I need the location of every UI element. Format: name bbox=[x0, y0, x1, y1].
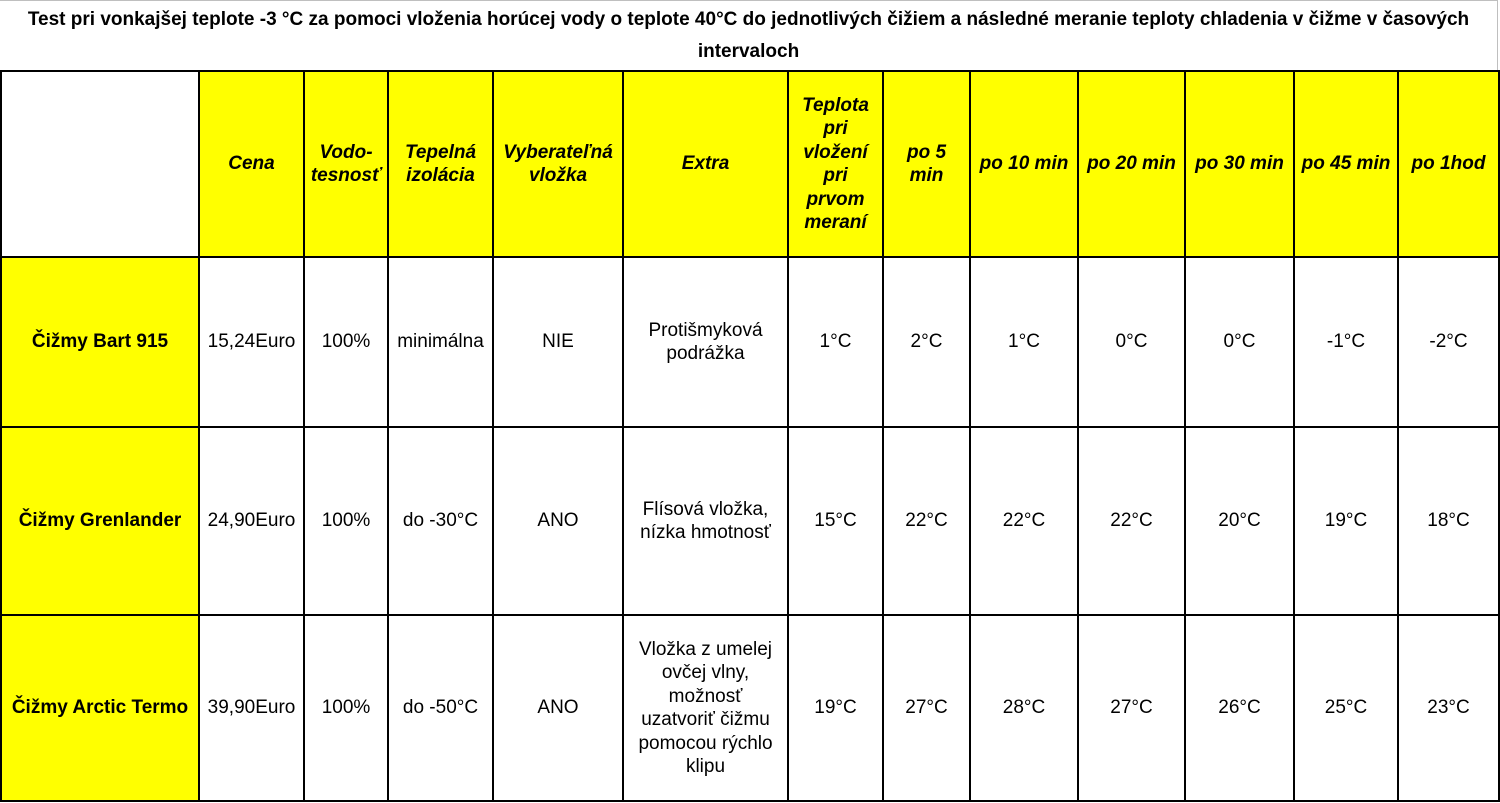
cell-teplota-pri-vlozeni: 1°C bbox=[788, 257, 883, 427]
cell-extra: Vložka z umelej ovčej vlny, možnosť uzatvoriť čižmu pomocou rýchlo klipu bbox=[623, 615, 788, 801]
header-vodotesnost: Vodo- tesnosť bbox=[304, 71, 388, 257]
header-cena: Cena bbox=[199, 71, 304, 257]
row-label: Čižmy Arctic Termo bbox=[1, 615, 199, 801]
boot-test-table bbox=[0, 70, 1500, 802]
header-vyberatelna-vlozka: Vyberateľná vložka bbox=[493, 71, 623, 257]
table-row bbox=[1, 615, 1499, 801]
cell-po-5-min: 27°C bbox=[883, 615, 970, 801]
cell-po-1hod: 23°C bbox=[1398, 615, 1499, 801]
cell-po-10-min: 22°C bbox=[970, 427, 1078, 615]
row-label: Čižmy Bart 915 bbox=[1, 257, 199, 427]
cell-po-10-min: 28°C bbox=[970, 615, 1078, 801]
header-po-10-min: po 10 min bbox=[970, 71, 1078, 257]
cell-tepelna-izolacia: do -30°C bbox=[388, 427, 493, 615]
cell-po-45-min: -1°C bbox=[1294, 257, 1398, 427]
cell-po-30-min: 20°C bbox=[1185, 427, 1294, 615]
cell-teplota-pri-vlozeni: 15°C bbox=[788, 427, 883, 615]
header-corner bbox=[1, 71, 199, 257]
cell-teplota-pri-vlozeni: 19°C bbox=[788, 615, 883, 801]
cell-po-10-min: 1°C bbox=[970, 257, 1078, 427]
table-title: Test pri vonkajšej teplote -3 °C za pomoci vloženia horúcej vody o teplote 40°C do jednotlivých čižiem a následné meranie teploty chladenia v čižme v časových intervaloch bbox=[0, 0, 1498, 70]
cell-po-20-min: 27°C bbox=[1078, 615, 1185, 801]
header-tepelna-izolacia: Tepelná izolácia bbox=[388, 71, 493, 257]
cell-extra: Flísová vložka, nízka hmotnosť bbox=[623, 427, 788, 615]
row-label: Čižmy Grenlander bbox=[1, 427, 199, 615]
cell-po-30-min: 26°C bbox=[1185, 615, 1294, 801]
cell-po-45-min: 19°C bbox=[1294, 427, 1398, 615]
cell-po-20-min: 0°C bbox=[1078, 257, 1185, 427]
header-po-20-min: po 20 min bbox=[1078, 71, 1185, 257]
header-teplota-pri-vlozeni: Teplota pri vložení pri prvom meraní bbox=[788, 71, 883, 257]
header-po-5-min: po 5 min bbox=[883, 71, 970, 257]
header-po-1hod: po 1hod bbox=[1398, 71, 1499, 257]
cell-vodotesnost: 100% bbox=[304, 427, 388, 615]
header-po-45-min: po 45 min bbox=[1294, 71, 1398, 257]
cell-vyberatelna-vlozka: NIE bbox=[493, 257, 623, 427]
cell-extra: Protišmyková podrážka bbox=[623, 257, 788, 427]
cell-tepelna-izolacia: do -50°C bbox=[388, 615, 493, 801]
cell-vodotesnost: 100% bbox=[304, 257, 388, 427]
cell-po-20-min: 22°C bbox=[1078, 427, 1185, 615]
cell-po-1hod: -2°C bbox=[1398, 257, 1499, 427]
cell-po-5-min: 22°C bbox=[883, 427, 970, 615]
cell-po-5-min: 2°C bbox=[883, 257, 970, 427]
cell-po-45-min: 25°C bbox=[1294, 615, 1398, 801]
cell-vyberatelna-vlozka: ANO bbox=[493, 615, 623, 801]
cell-cena: 15,24Euro bbox=[199, 257, 304, 427]
cell-po-30-min: 0°C bbox=[1185, 257, 1294, 427]
header-extra: Extra bbox=[623, 71, 788, 257]
table-row bbox=[1, 427, 1499, 615]
cell-po-1hod: 18°C bbox=[1398, 427, 1499, 615]
cell-cena: 24,90Euro bbox=[199, 427, 304, 615]
cell-vodotesnost: 100% bbox=[304, 615, 388, 801]
header-row bbox=[1, 71, 1499, 257]
cell-cena: 39,90Euro bbox=[199, 615, 304, 801]
cell-tepelna-izolacia: minimálna bbox=[388, 257, 493, 427]
cell-vyberatelna-vlozka: ANO bbox=[493, 427, 623, 615]
header-po-30-min: po 30 min bbox=[1185, 71, 1294, 257]
table-row bbox=[1, 257, 1499, 427]
